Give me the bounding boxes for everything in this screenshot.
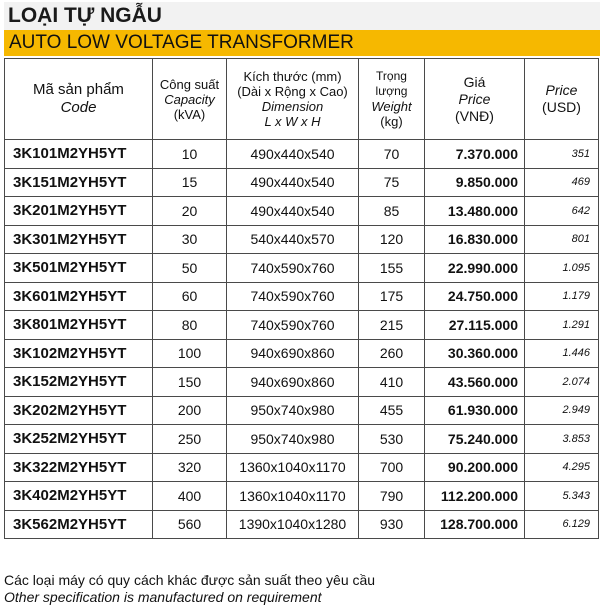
- cell-weight: 75: [359, 168, 425, 197]
- cell-price-usd: 6.129: [525, 510, 599, 539]
- cell-capacity: 50: [153, 254, 227, 283]
- cell-code: 3K601M2YH5YT: [5, 282, 153, 311]
- cell-dimension: 740x590x760: [227, 282, 359, 311]
- cell-price-vnd: 128.700.000: [425, 510, 525, 539]
- cell-dimension: 490x440x540: [227, 140, 359, 169]
- table-row: [5, 311, 599, 340]
- price-table: [4, 58, 599, 539]
- cell-weight: 700: [359, 453, 425, 482]
- cell-price-vnd: 22.990.000: [425, 254, 525, 283]
- cell-price-usd: 469: [525, 168, 599, 197]
- cell-capacity: 400: [153, 482, 227, 511]
- cell-price-vnd: 13.480.000: [425, 197, 525, 226]
- cell-capacity: 20: [153, 197, 227, 226]
- cell-dimension: 950x740x980: [227, 425, 359, 454]
- cell-code: 3K402M2YH5YT: [5, 482, 153, 511]
- cell-capacity: 200: [153, 396, 227, 425]
- cell-price-vnd: 9.850.000: [425, 168, 525, 197]
- cell-capacity: 320: [153, 453, 227, 482]
- header-capacity: Công suất Capacity (kVA): [153, 59, 227, 140]
- table-row: [5, 510, 599, 539]
- header-dimension: Kích thước (mm) (Dài x Rộng x Cao) Dimension L x W x H: [227, 59, 359, 140]
- header-weight: Trọng lượng Weight (kg): [359, 59, 425, 140]
- table-row: [5, 396, 599, 425]
- cell-weight: 260: [359, 339, 425, 368]
- cell-weight: 70: [359, 140, 425, 169]
- cell-dimension: 1360x1040x1170: [227, 482, 359, 511]
- cell-capacity: 250: [153, 425, 227, 454]
- table-row: [5, 140, 599, 169]
- table-row: [5, 282, 599, 311]
- header-price-vnd: Giá Price (VNĐ): [425, 59, 525, 140]
- table-row: [5, 339, 599, 368]
- cell-price-usd: 4.295: [525, 453, 599, 482]
- cell-dimension: 1360x1040x1170: [227, 453, 359, 482]
- cell-capacity: 150: [153, 368, 227, 397]
- cell-code: 3K252M2YH5YT: [5, 425, 153, 454]
- cell-dimension: 740x590x760: [227, 254, 359, 283]
- cell-price-usd: 1.095: [525, 254, 599, 283]
- cell-code: 3K202M2YH5YT: [5, 396, 153, 425]
- section-title-vn: LOẠI TỰ NGẪU: [4, 2, 600, 30]
- cell-price-vnd: 27.115.000: [425, 311, 525, 340]
- footnote-en: Other specification is manufactured on requirement: [4, 589, 322, 605]
- cell-price-usd: 1.446: [525, 339, 599, 368]
- cell-capacity: 80: [153, 311, 227, 340]
- cell-capacity: 15: [153, 168, 227, 197]
- cell-price-vnd: 61.930.000: [425, 396, 525, 425]
- cell-code: 3K201M2YH5YT: [5, 197, 153, 226]
- cell-dimension: 940x690x860: [227, 368, 359, 397]
- cell-capacity: 30: [153, 225, 227, 254]
- cell-capacity: 60: [153, 282, 227, 311]
- cell-weight: 790: [359, 482, 425, 511]
- cell-price-usd: 5.343: [525, 482, 599, 511]
- cell-weight: 175: [359, 282, 425, 311]
- cell-dimension: 940x690x860: [227, 339, 359, 368]
- cell-code: 3K152M2YH5YT: [5, 368, 153, 397]
- cell-price-vnd: 75.240.000: [425, 425, 525, 454]
- cell-price-usd: 2.074: [525, 368, 599, 397]
- cell-code: 3K562M2YH5YT: [5, 510, 153, 539]
- cell-weight: 530: [359, 425, 425, 454]
- cell-code: 3K322M2YH5YT: [5, 453, 153, 482]
- cell-code: 3K102M2YH5YT: [5, 339, 153, 368]
- cell-capacity: 10: [153, 140, 227, 169]
- cell-price-vnd: 90.200.000: [425, 453, 525, 482]
- cell-weight: 120: [359, 225, 425, 254]
- table-row: [5, 168, 599, 197]
- cell-code: 3K151M2YH5YT: [5, 168, 153, 197]
- table-row: [5, 368, 599, 397]
- cell-code: 3K501M2YH5YT: [5, 254, 153, 283]
- cell-price-vnd: 16.830.000: [425, 225, 525, 254]
- cell-price-usd: 2.949: [525, 396, 599, 425]
- cell-price-vnd: 24.750.000: [425, 282, 525, 311]
- cell-weight: 85: [359, 197, 425, 226]
- cell-dimension: 740x590x760: [227, 311, 359, 340]
- cell-weight: 455: [359, 396, 425, 425]
- cell-capacity: 560: [153, 510, 227, 539]
- table-header-row: [5, 59, 599, 140]
- cell-code: 3K301M2YH5YT: [5, 225, 153, 254]
- cell-price-usd: 642: [525, 197, 599, 226]
- cell-weight: 155: [359, 254, 425, 283]
- cell-price-vnd: 112.200.000: [425, 482, 525, 511]
- cell-price-usd: 1.291: [525, 311, 599, 340]
- cell-code: 3K801M2YH5YT: [5, 311, 153, 340]
- cell-price-vnd: 43.560.000: [425, 368, 525, 397]
- cell-capacity: 100: [153, 339, 227, 368]
- cell-dimension: 490x440x540: [227, 168, 359, 197]
- cell-weight: 930: [359, 510, 425, 539]
- cell-price-vnd: 30.360.000: [425, 339, 525, 368]
- header-code: Mã sản phẩm Code: [5, 59, 153, 140]
- cell-dimension: 1390x1040x1280: [227, 510, 359, 539]
- cell-price-usd: 3.853: [525, 425, 599, 454]
- table-row: [5, 225, 599, 254]
- table-row: [5, 453, 599, 482]
- table-row: [5, 482, 599, 511]
- footnote-vn: Các loại máy có quy cách khác được sản suất theo yêu cầu: [4, 572, 376, 588]
- table-row: [5, 254, 599, 283]
- cell-price-usd: 351: [525, 140, 599, 169]
- cell-weight: 215: [359, 311, 425, 340]
- header-price-usd: Price (USD): [525, 59, 599, 140]
- table-row: [5, 197, 599, 226]
- cell-price-vnd: 7.370.000: [425, 140, 525, 169]
- cell-price-usd: 801: [525, 225, 599, 254]
- cell-code: 3K101M2YH5YT: [5, 140, 153, 169]
- cell-weight: 410: [359, 368, 425, 397]
- cell-dimension: 490x440x540: [227, 197, 359, 226]
- cell-dimension: 540x440x570: [227, 225, 359, 254]
- cell-dimension: 950x740x980: [227, 396, 359, 425]
- section-title-en: AUTO LOW VOLTAGE TRANSFORMER: [4, 30, 600, 56]
- table-row: [5, 425, 599, 454]
- cell-price-usd: 1.179: [525, 282, 599, 311]
